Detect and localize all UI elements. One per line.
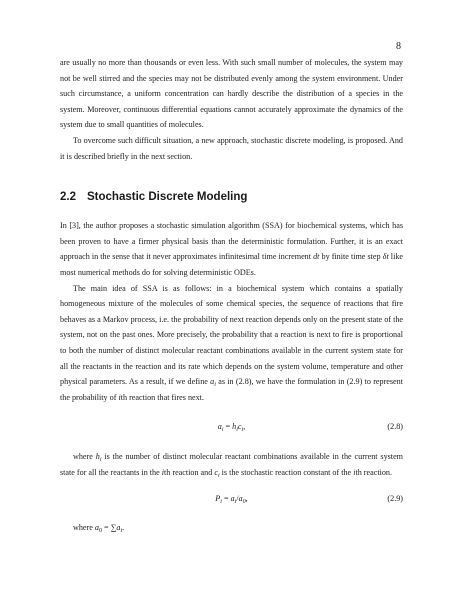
ai-subscript: i — [214, 382, 216, 389]
page-body — [60, 55, 403, 536]
main-text-1: The main idea of SSA is as follows: in a biochemical system which contains a spatially homogeneous mixture of the molecules of some chemical species, the sequence of reactions that fire behaves as a Markov process, i.e. the probability of next reaction depends only on the present state of the system, not on the past ones. More precisely, the probability that a reaction is next to fire is proportional to both the number of distinct molecular reactant combinations available in the current system state for all the reactants in the reaction and its rate which depends on the system volume, temperature and other physical parameters. As a result, if we define — [60, 283, 403, 387]
ssa-text-2: by finite time step — [319, 252, 383, 262]
intro-paragraph-1: are usually no more than thousands or even less. With such small number of molecules, the system may not be well stirred and the species may not be distributed evenly among the system environment. Under such circumstance, a uniform concentration can hardly describe the distribution of a species in the system. Moreover, continuous differential equations cannot accurately approximate the dynamics of the system due to small quantities of molecules. — [60, 58, 403, 130]
equation-2-8 — [60, 405, 403, 449]
delta-t-symbol: δt — [382, 252, 389, 262]
where-a0-paragraph: where $a_0 = \sum a_i$. — [73, 523, 125, 535]
ith-symbol: i — [118, 392, 121, 402]
intro-paragraph-2: To overcome such difficult situation, a new approach, stochastic discrete modeling, is proposed. And it is described briefly in the next section. — [60, 135, 403, 161]
section-number: 2.2 — [60, 191, 76, 204]
ssa-text-3: like most numerical methods do for solving deterministic ODEs. — [60, 252, 403, 277]
equation-2-9-expression: $P_i = a_i/a_0$, — [215, 494, 248, 506]
page-number: 8 — [396, 41, 401, 52]
equation-2-9-tag: (2.9) — [387, 494, 403, 504]
main-text-3: th reaction that fires next. — [120, 392, 204, 402]
main-idea-paragraph — [60, 281, 403, 406]
ai-symbol: a — [210, 377, 215, 387]
ssa-text-1: In [3], the author proposes a stochastic simulation algorithm (SSA) for biochemical systems, which has been proven to have a firmer physical basis than the deterministic formulation. Further, it is an exact approach in the sense that it never approximates infinitesimal time increment — [60, 221, 403, 262]
main-text-2: as in (2.8), we have the formulation in (2.9) to represent the probability of — [60, 377, 403, 402]
section-title: Stochastic Discrete Modeling — [87, 191, 248, 204]
where-hi-paragraph: where $h_i$ is the number of distinct molecular reactant combinations available in the current system state for all the reactants in the ith reaction and $c_i$ is the stochastic reaction constant of the ith reaction. — [60, 452, 403, 479]
dt-symbol: dt — [313, 252, 320, 262]
equation-2-9 — [60, 480, 403, 520]
equation-2-8-tag: (2.8) — [387, 422, 403, 432]
section-heading — [60, 190, 403, 204]
ssa-paragraph — [60, 218, 403, 280]
equation-2-8-expression: $a_i = h_ic_i$, — [217, 422, 246, 434]
